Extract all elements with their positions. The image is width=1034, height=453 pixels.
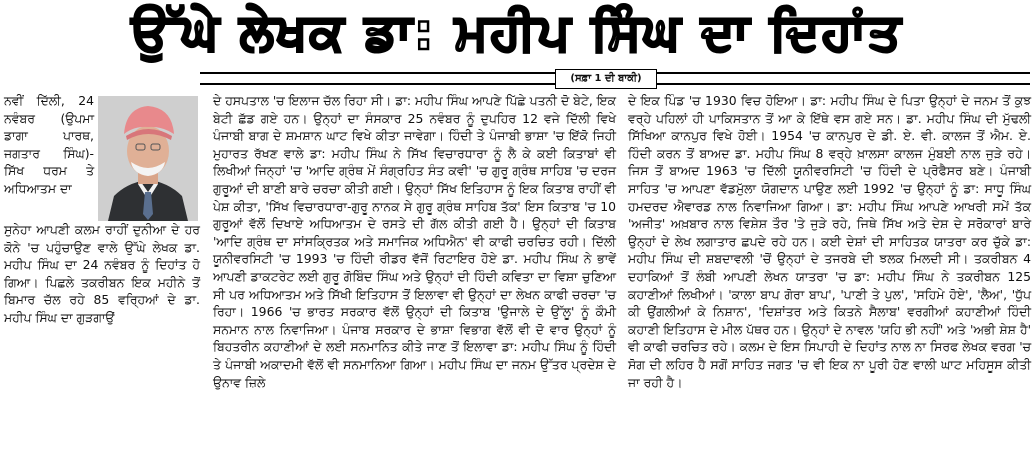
column-1-top xyxy=(4,92,94,198)
column-2 xyxy=(213,92,616,391)
body-paragraph: ਦੇ ਇਕ ਪਿੰਡ 'ਚ 1930 ਵਿਚ ਹੋਇਆ। ਡਾ: ਮਹੀਪ ਸਿੰਘ ਦੇ ਪਿਤਾ ਉਨ੍ਹਾਂ ਦੇ ਜਨਮ ਤੋਂ ਕੁਝ ਵਰ੍ਹੇ ਪਹਿਲਾਂ ਹੀ ਪਾਕਿਸਤਾਨ ਤੋਂ ਆ ਕੇ ਇੱਥੇ ਵਸ ਗਏ ਸਨ। ਡਾ. ਮਹੀਪ ਸਿੰਘ ਦੀ ਮੁੱਢਲੀ ਸਿੱਖਿਆ ਕਾਨਪੁਰ ਵਿਖੇ ਹੋਈ। 1954 'ਚ ਕਾਨਪੁਰ ਦੇ ਡੀ. ਏ. ਵੀ. ਕਾਲਜ ਤੋਂ ਐਮ. ਏ. ਹਿੰਦੀ ਕਰਨ ਤੋਂ ਬਾਅਦ ਡਾ. ਮਹੀਪ ਸਿੰਘ 8 ਵਰ੍ਹੇ ਖ਼ਾਲਸਾ ਕਾਲਜ ਮੁੰਬਈ ਨਾਲ ਜੁੜੇ ਰਹੇ। ਜਿਸ ਤੋਂ ਬਾਅਦ 1963 'ਚ ਦਿੱਲੀ ਯੂਨੀਵਰਸਿਟੀ 'ਚ ਹਿੰਦੀ ਦੇ ਪ੍ਰੋਫੈਸਰ ਬਣੇ। ਪੰਜਾਬੀ ਸਾਹਿਤ 'ਚ ਆਪਣਾ ਵੱਡਮੁੱਲਾ ਯੋਗਦਾਨ ਪਾਉਣ ਲਈ 1992 'ਚ ਉਨ੍ਹਾਂ ਨੂੰ ਡਾ: ਸਾਧੂ ਸਿੰਘ ਹਮਦਰਦ ਐਵਾਰਡ ਨਾਲ ਨਿਵਾਜਿਆ ਗਿਆ। ਡਾ: ਮਹੀਪ ਸਿੰਘ ਆਪਣੇ ਆਖਰੀ ਸਮੇਂ ਤੱਕ 'ਅਜੀਤ' ਅਖ਼ਬਾਰ ਨਾਲ ਵਿਸ਼ੇਸ਼ ਤੌਰ 'ਤੇ ਜੁੜੇ ਰਹੇ, ਜਿਥੇ ਸਿੱਖ ਅਤੇ ਦੇਸ਼ ਦੇ ਸਰੋਕਾਰਾਂ ਬਾਰੇ ਉਨ੍ਹਾਂ ਦੇ ਲੇਖ ਲਗਾਤਾਰ ਛਪਦੇ ਰਹੇ ਹਨ। ਕਈ ਦੇਸ਼ਾਂ ਦੀ ਸਾਹਿਤਕ ਯਾਤਰਾ ਕਰ ਚੁੱਕੇ ਡਾ: ਮਹੀਪ ਸਿੰਘ ਦੀ ਸ਼ਬਦਾਵਲੀ 'ਚੋਂ ਉਨ੍ਹਾਂ ਦੇ ਤਜਰਬੇ ਦੀ ਝਲਕ ਮਿਲਦੀ ਸੀ। ਤਕਰੀਬਨ 4 ਦਹਾਕਿਆਂ ਤੋਂ ਲੰਬੀ ਆਪਣੀ ਲੇਖਨ ਯਾਤਰਾ 'ਚ ਡਾ: ਮਹੀਪ ਸਿੰਘ ਨੇ ਤਕਰੀਬਨ 125 ਕਹਾਣੀਆਂ ਲਿਖੀਆਂ। 'ਕਾਲਾ ਬਾਪ ਗੋਰਾ ਬਾਪ', 'ਪਾਣੀ ਤੇ ਪੁਲ', 'ਸਹਿਮੇ ਹੋਏ', 'ਲੈਅ', 'ਧੁੱਪ ਕੀ ਉਂਗਲੀਆਂ ਕੇ ਨਿਸ਼ਾਨ', 'ਦਿਸ਼ਾਂਤਰ ਅਤੇ ਕਿਤਨੇ ਸੈਲਾਬ' ਵਰਗੀਆਂ ਕਹਾਣੀਆਂ ਹਿੰਦੀ ਕਹਾਣੀ ਇਤਿਹਾਸ ਦੇ ਮੀਲ ਪੱਥਰ ਹਨ। ਉਨ੍ਹਾਂ ਦੇ ਨਾਵਲ 'ਯਹਿ ਭੀ ਨਹੀਂ' ਅਤੇ 'ਅਭੀ ਸ਼ੇਸ਼ ਹੈ' ਵੀ ਕਾਫੀ ਚਰਚਿਤ ਰਹੇ। ਕਲਮ ਦੇ ਇਸ ਸਿਪਾਹੀ ਦੇ ਦਿਹਾਂਤ ਨਾਲ ਨਾ ਸਿਰਫ ਲੇਖਕ ਵਰਗ 'ਚ ਸੋਗ ਦੀ ਲਹਿਰ ਹੈ ਸਗੋਂ ਸਾਹਿਤ ਜਗਤ 'ਚ ਵੀ ਇਕ ਨਾ ਪੂਰੀ ਹੋਣ ਵਾਲੀ ਘਾਟ ਮਹਿਸੂਸ ਕੀਤੀ ਜਾ ਰਹੀ ਹੈ। xyxy=(628,93,1031,390)
column-3 xyxy=(628,92,1031,391)
body-paragraph: ਦੇ ਹਸਪਤਾਲ 'ਚ ਇਲਾਜ ਚੱਲ ਰਿਹਾ ਸੀ। ਡਾ: ਮਹੀਪ ਸਿੰਘ ਆਪਣੇ ਪਿੱਛੇ ਪਤਨੀ ਦੋ ਬੇਟੇ, ਇਕ ਬੇਟੀ ਛੱਡ ਗਏ ਹਨ। ਉਨ੍ਹਾਂ ਦਾ ਸੰਸਕਾਰ 25 ਨਵੰਬਰ ਨੂੰ ਦੁਪਹਿਰ 12 ਵਜੇ ਦਿੱਲੀ ਵਿਖੇ ਪੰਜਾਬੀ ਬਾਗ ਦੇ ਸ਼ਮਸ਼ਾਨ ਘਾਟ ਵਿਖੇ ਕੀਤਾ ਜਾਵੇਗਾ। ਹਿੰਦੀ ਤੇ ਪੰਜਾਬੀ ਭਾਸ਼ਾ 'ਚ ਇੱਕੋ ਜਿਹੀ ਮੁਹਾਰਤ ਰੱਖਣ ਵਾਲੇ ਡਾ: ਮਹੀਪ ਸਿੰਘ ਨੇ ਸਿੱਖ ਵਿਚਾਰਧਾਰਾ ਨੂੰ ਲੈ ਕੇ ਕਈ ਕਿਤਾਬਾਂ ਵੀ ਲਿਖੀਆਂ ਜਿਨ੍ਹਾਂ 'ਚ 'ਆਦਿ ਗ੍ਰੰਥ ਮੇਂ ਸੰਗ੍ਰਹਿਤ ਸੰਤ ਕਵੀ' 'ਚ ਗੁਰੂ ਗ੍ਰੰਥ ਸਾਹਿਬ 'ਚ ਦਰਜ ਗੁਰੂਆਂ ਦੀ ਬਾਣੀ ਬਾਰੇ ਚਰਚਾ ਕੀਤੀ ਗਈ। ਉਨ੍ਹਾਂ ਸਿੱਖ ਇਤਿਹਾਸ ਨੂੰ ਇਕ ਕਿਤਾਬ ਰਾਹੀਂ ਵੀ ਪੇਸ਼ ਕੀਤਾ, 'ਸਿੱਖ ਵਿਚਾਰਧਾਰਾ-ਗੁਰੂ ਨਾਨਕ ਸੇ ਗੁਰੂ ਗ੍ਰੰਥ ਸਾਹਿਬ ਤੱਕ' ਇਸ ਕਿਤਾਬ 'ਚ 10 ਗੁਰੂਆਂ ਵੱਲੋਂ ਦਿਖਾਏ ਅਧਿਆਤਮ ਦੇ ਰਸਤੇ ਦੀ ਗੱਲ ਕੀਤੀ ਗਈ ਹੈ। ਉਨ੍ਹਾਂ ਦੀ ਕਿਤਾਬ 'ਆਦਿ ਗ੍ਰੰਥ ਦਾ ਸਾਂਸਕ੍ਰਿਤਕ ਅਤੇ ਸਮਾਜਿਕ ਅਧਿਐਨ' ਵੀ ਕਾਫੀ ਚਰਚਿਤ ਰਹੀ। ਦਿੱਲੀ ਯੂਨੀਵਰਸਿਟੀ 'ਚ 1993 'ਚ ਹਿੰਦੀ ਰੀਡਰ ਵੱਜੋਂ ਰਿਟਾਇਰ ਹੋਏ ਡਾ. ਮਹੀਪ ਸਿੰਘ ਨੇ ਭਾਵੇਂ ਆਪਣੀ ਡਾਕਟਰੇਟ ਲਈ ਗੁਰੂ ਗੋਬਿੰਦ ਸਿੰਘ ਅਤੇ ਉਨ੍ਹਾਂ ਦੀ ਹਿੰਦੀ ਕਵਿਤਾ ਦਾ ਵਿਸ਼ਾ ਚੁਣਿਆ ਸੀ ਪਰ ਅਧਿਆਤਮ ਅਤੇ ਸਿੱਖੀ ਇਤਿਹਾਸ ਤੋਂ ਇਲਾਵਾ ਵੀ ਉਨ੍ਹਾਂ ਦਾ ਲੇਖਨ ਕਾਫੀ ਚਰਚਾ 'ਚ ਰਿਹਾ। 1966 'ਚ ਭਾਰਤ ਸਰਕਾਰ ਵੱਲੋਂ ਉਨ੍ਹਾਂ ਦੀ ਕਿਤਾਬ 'ਉਜਾਲੇ ਦੇ ਉੱਲੂ' ਨੂੰ ਕੌਮੀ ਸਨਮਾਨ ਨਾਲ ਨਿਵਾਜਿਆ। ਪੰਜਾਬ ਸਰਕਾਰ ਦੇ ਭਾਸ਼ਾ ਵਿਭਾਗ ਵੱਲੋਂ ਵੀ ਦੋ ਵਾਰ ਉਨ੍ਹਾਂ ਨੂੰ ਬਿਹਤਰੀਨ ਕਹਾਣੀਆਂ ਦੇ ਲਈ ਸਨਮਾਨਿਤ ਕੀਤੇ ਜਾਣ ਤੋਂ ਇਲਾਵਾ ਡਾ: ਮਹੀਪ ਸਿੰਘ ਨੂੰ ਹਿੰਦੀ ਤੇ ਪੰਜਾਬੀ ਅਕਾਦਮੀ ਵੱਲੋਂ ਵੀ ਸਨਮਾਨਿਆ ਗਿਆ। ਮਹੀਪ ਸਿੰਘ ਦਾ ਜਨਮ ਉੱਤਰ ਪ੍ਰਦੇਸ਼ ਦੇ ਉਨਾਵ ਜ਼ਿਲੇ xyxy=(213,93,616,390)
dateline-paragraph: ਨਵੀਂ ਦਿੱਲੀ, 24 ਨਵੰਬਰ (ਉਪਮਾ ਡਾਗਾ ਪਾਰਥ, ਜਗਤਾਰ ਸਿੰਘ)-ਸਿੱਖ ਧਰਮ ਤੇ ਅਧਿਆਤਮ ਦਾ xyxy=(4,93,94,196)
author-photo xyxy=(98,96,198,221)
lead-paragraph: ਸੁਨੇਹਾ ਆਪਣੀ ਕਲਮ ਰਾਹੀਂ ਦੁਨੀਆ ਦੇ ਹਰ ਕੋਨੇ 'ਚ ਪਹੁੰਚਾਉਣ ਵਾਲੇ ਉੱਘੇ ਲੇਖਕ ਡਾ. ਮਹੀਪ ਸਿੰਘ ਦਾ 24 ਨਵੰਬਰ ਨੂੰ ਦਿਹਾਂਤ ਹੋ ਗਿਆ। ਪਿਛਲੇ ਤਕਰੀਬਨ ਇਕ ਮਹੀਨੇ ਤੋਂ ਬਿਮਾਰ ਚੱਲ ਰਹੇ 85 ਵਰ੍ਹਿਆਂ ਦੇ ਡਾ. ਮਹੀਪ ਸਿੰਘ ਦਾ ਗੁੜਗਾਉਂ xyxy=(4,222,200,325)
column-1-bottom xyxy=(4,221,200,327)
headline: ਉੱਘੇ ਲੇਖਕ ਡਾ: ਮਹੀਪ ਸਿੰਘ ਦਾ ਦਿਹਾਂਤ xyxy=(131,3,903,61)
continued-label: (ਸਫ਼ਾ 1 ਦੀ ਬਾਕੀ) xyxy=(555,69,657,89)
